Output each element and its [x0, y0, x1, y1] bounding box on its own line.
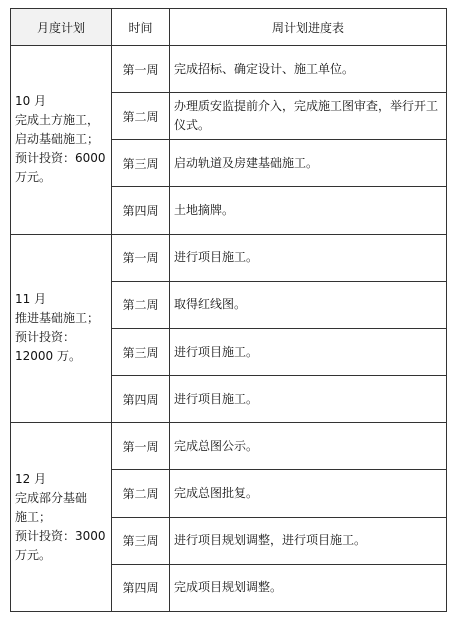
task-cell: 进行项目施工。 [170, 234, 447, 281]
table-row [11, 46, 447, 93]
week-cell: 第二周 [112, 281, 170, 328]
table-row [11, 423, 447, 470]
month-line: 10 月 [15, 94, 47, 109]
month-cell-october [11, 46, 112, 235]
month-line: 11 月 [15, 292, 47, 307]
task-cell: 进行项目施工。 [170, 376, 447, 423]
week-cell: 第二周 [112, 470, 170, 517]
month-line: 万元。 [15, 547, 52, 562]
week-cell: 第三周 [112, 140, 170, 187]
month-line: 启动基础施工； [15, 132, 100, 147]
week-cell: 第二周 [112, 93, 170, 140]
header-month: 月度计划 [11, 9, 112, 46]
month-line: 完成土方施工， [15, 113, 100, 128]
weekly-plan-table [10, 8, 447, 612]
header-time: 时间 [112, 9, 170, 46]
month-cell-november [11, 234, 112, 423]
month-line: 完成部分基础 [15, 490, 88, 505]
task-cell: 完成招标、确定设计、施工单位。 [170, 46, 447, 93]
task-cell: 取得红线图。 [170, 281, 447, 328]
month-line: 万元。 [15, 170, 52, 185]
header-plan: 周计划进度表 [170, 9, 447, 46]
week-cell: 第四周 [112, 376, 170, 423]
month-line: 推进基础施工； [15, 311, 100, 326]
month-cell-december [11, 423, 112, 612]
task-cell: 启动轨道及房建基础施工。 [170, 140, 447, 187]
task-cell: 进行项目规划调整，进行项目施工。 [170, 517, 447, 564]
month-line: 预计投资：3000 [15, 528, 106, 543]
task-cell: 完成总图公示。 [170, 423, 447, 470]
task-cell: 土地摘牌。 [170, 187, 447, 234]
week-cell: 第四周 [112, 187, 170, 234]
week-cell: 第一周 [112, 423, 170, 470]
week-cell: 第四周 [112, 564, 170, 611]
month-line: 施工； [15, 509, 52, 524]
week-cell: 第一周 [112, 46, 170, 93]
header-row [11, 9, 447, 46]
month-line: 12 月 [15, 471, 47, 486]
task-cell: 完成项目规划调整。 [170, 564, 447, 611]
week-cell: 第一周 [112, 234, 170, 281]
task-cell: 办理质安监提前介入，完成施工图审查，举行开工仪式。 [170, 93, 447, 140]
month-line: 预计投资：6000 [15, 151, 106, 166]
table-row [11, 234, 447, 281]
week-cell: 第三周 [112, 328, 170, 375]
task-cell: 进行项目施工。 [170, 328, 447, 375]
month-line: 12000 万。 [15, 349, 81, 364]
task-cell: 完成总图批复。 [170, 470, 447, 517]
week-cell: 第三周 [112, 517, 170, 564]
month-line: 预计投资： [15, 330, 76, 345]
